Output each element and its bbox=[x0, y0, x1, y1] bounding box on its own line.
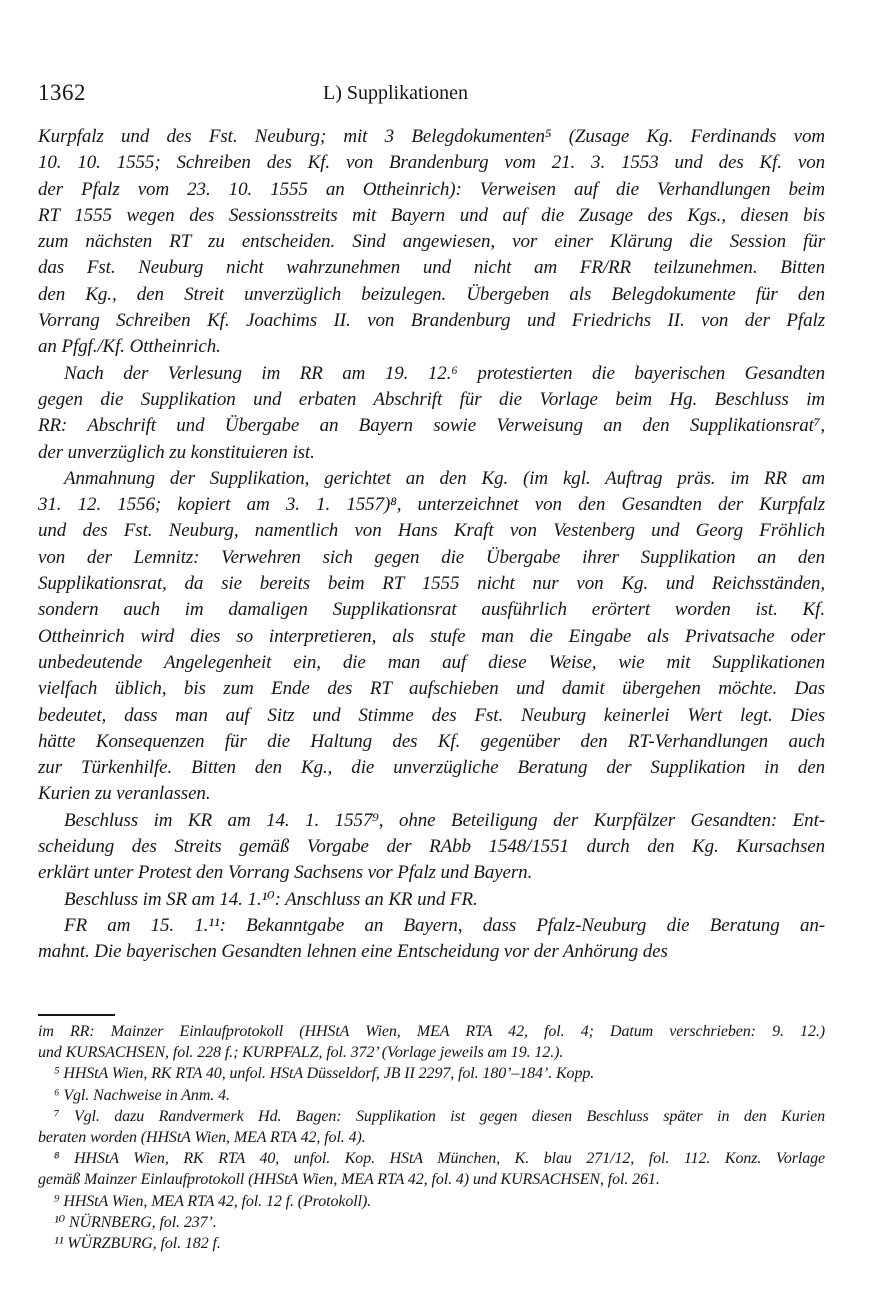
text-line: sondern auch im damaligen Supplikationsrat ausführlich erörtert worden ist. Kf. bbox=[38, 599, 825, 621]
text-line: den Kg., den Streit unverzüglich beizulegen. Übergeben als Belegdokumente für den bbox=[38, 283, 825, 305]
text-line: Ottheinrich wird dies so interpretieren, als stufe man die Eingabe als Privatsache oder bbox=[38, 625, 825, 647]
text-line: Kurpfalz und des Fst. Neuburg; mit 3 Belegdokumenten⁵ (Zusage Kg. Ferdinands vom bbox=[38, 126, 825, 147]
paragraph bbox=[38, 361, 825, 466]
paragraph bbox=[38, 466, 825, 808]
footnote bbox=[38, 1063, 825, 1084]
footnote-line: und KURSACHSEN, fol. 228 f.; KURPFALZ, fol. 372’ (Vorlage jeweils am 19. 12.). bbox=[38, 1044, 564, 1062]
text-line: 31. 12. 1556; kopiert am 3. 1. 1557)⁸, unterzeichnet von den Gesandten der Kurpfalz bbox=[38, 494, 825, 516]
footnote bbox=[38, 1212, 825, 1233]
text-line: Anmahnung der Supplikation, gerichtet an den Kg. (im kgl. Auftrag präs. im RR am bbox=[64, 467, 825, 489]
text-line: Beschluss im SR am 14. 1.¹⁰: Anschluss an KR und FR. bbox=[64, 888, 478, 910]
footnote-line: ⁶ Vgl. Nachweise in Anm. 4. bbox=[54, 1086, 230, 1104]
text-line: RR: Abschrift und Übergabe an Bayern sowie Verweisung an den Supplikationsrat⁷, bbox=[38, 415, 825, 437]
footnote-line: ⁹ HHStA Wien, MEA RTA 42, fol. 12 f. (Protokoll). bbox=[54, 1192, 372, 1210]
footnote bbox=[38, 1085, 825, 1106]
text-line: Nach der Verlesung im RR am 19. 12.⁶ protestierten die bayerischen Gesandten bbox=[64, 362, 825, 384]
text-line: FR am 15. 1.¹¹: Bekanntgabe an Bayern, dass Pfalz-Neuburg die Beratung an- bbox=[64, 914, 825, 936]
footnote bbox=[38, 1021, 825, 1063]
text-line: zum nächsten RT zu entscheiden. Sind angewiesen, vor einer Klärung die Session für bbox=[38, 231, 825, 253]
text-line: zur Türkenhilfe. Bitten den Kg., die unverzügliche Beratung der Supplikation in den bbox=[38, 757, 825, 779]
footnote-line: beraten worden (HHStA Wien, MEA RTA 42, fol. 4). bbox=[38, 1129, 366, 1147]
text-line: gegen die Supplikation und erbaten Abschrift für die Vorlage beim Hg. Beschluss im bbox=[38, 388, 825, 410]
text-line: Supplikationsrat, da sie bereits beim RT 1555 nicht nur von Kg. und Reichsständen, bbox=[38, 573, 825, 595]
text-line: RT 1555 wegen des Sessionsstreits mit Bayern und auf die Zusage des Kgs., diesen bis bbox=[38, 204, 825, 226]
page-number: 1362 bbox=[38, 80, 86, 105]
footnote-separator bbox=[38, 1014, 115, 1016]
text-line: von der Lemnitz: Verwehren sich gegen die Übergabe ihrer Supplikation an den bbox=[38, 546, 825, 568]
footnote-line: ⁸ HHStA Wien, RK RTA 40, unfol. Kop. HStA München, K. blau 271/12, fol. 112. Konz. Vorlage bbox=[54, 1150, 825, 1168]
text-line: der Pfalz vom 23. 10. 1555 an Ottheinrich): Verweisen auf die Verhandlungen beim bbox=[38, 178, 825, 200]
footnote-line: ¹¹ WÜRZBURG, fol. 182 f. bbox=[54, 1235, 221, 1253]
paragraph bbox=[38, 887, 825, 913]
footnote-line: gemäß Mainzer Einlaufprotokoll (HHStA Wien, MEA RTA 42, fol. 4) und KURSACHSEN, fol. 261. bbox=[38, 1171, 660, 1189]
footnote bbox=[38, 1148, 825, 1190]
text-line: mahnt. Die bayerischen Gesandten lehnen eine Entscheidung vor der Anhörung des bbox=[38, 941, 668, 963]
text-line: Beschluss im KR am 14. 1. 1557⁹, ohne Beteiligung der Kurpfälzer Gesandten: Ent- bbox=[64, 809, 825, 831]
text-line: 10. 10. 1555; Schreiben des Kf. von Brandenburg vom 21. 3. 1553 und des Kf. von bbox=[38, 152, 825, 174]
running-title: L) Supplikationen bbox=[323, 82, 468, 104]
text-line: scheidung des Streits gemäß Vorgabe der RAbb 1548/1551 durch den Kg. Kursachsen bbox=[38, 836, 825, 858]
body-text bbox=[38, 124, 825, 966]
text-line: erklärt unter Protest den Vorrang Sachsens vor Pfalz und Bayern. bbox=[38, 862, 533, 884]
footnote-line: ⁷ Vgl. dazu Randvermerk Hd. Bagen: Supplikation ist gegen diesen Beschluss später in den Kurien bbox=[54, 1107, 825, 1125]
text-line: der unverzüglich zu konstituieren ist. bbox=[38, 441, 315, 463]
text-line: vielfach üblich, bis zum Ende des RT aufschieben und damit übergehen möchte. Das bbox=[38, 678, 825, 700]
paragraph bbox=[38, 124, 825, 361]
footnote bbox=[38, 1106, 825, 1148]
footnote bbox=[38, 1233, 825, 1254]
text-line: an Pfgf./Kf. Ottheinrich. bbox=[38, 336, 221, 358]
text-line: bedeutet, dass man auf Sitz und Stimme des Fst. Neuburg keinerlei Wert legt. Dies bbox=[38, 704, 825, 726]
text-line: Kurien zu veranlassen. bbox=[38, 783, 211, 805]
footnote-line: ⁵ HHStA Wien, RK RTA 40, unfol. HStA Düsseldorf, JB II 2297, fol. 180’–184’. Kopp. bbox=[54, 1065, 595, 1083]
footnotes bbox=[38, 1021, 825, 1254]
text-line: und des Fst. Neuburg, namentlich von Hans Kraft von Vestenberg und Georg Fröhlich bbox=[38, 520, 825, 542]
footnote-line: ¹⁰ NÜRNBERG, fol. 237’. bbox=[54, 1213, 217, 1231]
paragraph bbox=[38, 913, 825, 966]
paragraph bbox=[38, 808, 825, 887]
page-header bbox=[38, 80, 825, 108]
footnote bbox=[38, 1191, 825, 1212]
text-line: das Fst. Neuburg nicht wahrzunehmen und nicht am FR/RR teilzunehmen. Bitten bbox=[38, 257, 825, 279]
text-line: hätte Konsequenzen für die Haltung des Kf. gegenüber den RT-Verhandlungen auch bbox=[38, 730, 825, 752]
text-line: unbedeutende Angelegenheit ein, die man auf diese Weise, wie mit Supplikationen bbox=[38, 651, 825, 673]
text-line: Vorrang Schreiben Kf. Joachims II. von Brandenburg und Friedrichs II. von der Pfalz bbox=[38, 310, 825, 332]
footnote-line: im RR: Mainzer Einlaufprotokoll (HHStA Wien, MEA RTA 42, fol. 4; Datum verschrieben: 9. 12.) bbox=[38, 1023, 825, 1040]
